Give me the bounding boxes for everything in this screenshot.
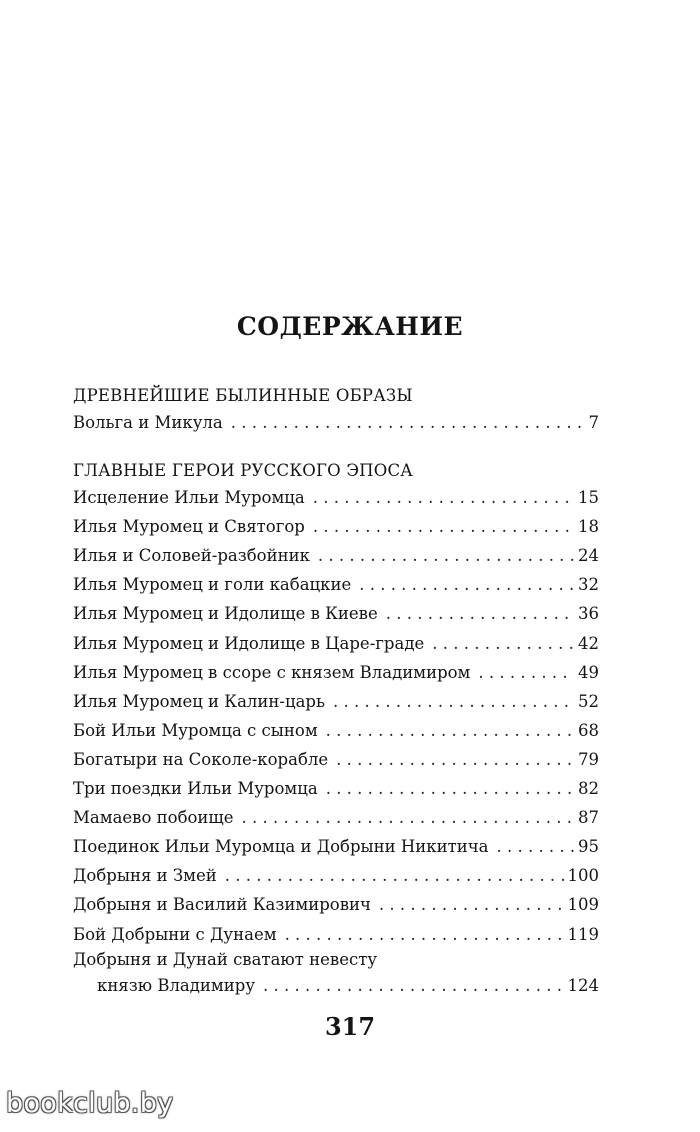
toc-entry-label: Богатыри на Соколе-корабле [73,749,329,769]
toc-entry-label: Илья Муромец и Святогор [73,517,305,537]
toc-entry-page: 95 [578,837,599,857]
toc-entry [73,832,599,861]
toc-entry-page: 79 [578,749,599,769]
section-heading: ДРЕВНЕЙШИЕ БЫЛИННЫЕ ОБРАЗЫ [73,386,413,405]
toc-entry-label: Илья и Соловей-разбойник [73,546,310,566]
toc-entry [73,920,599,949]
toc-entry-label: Илья Муромец в ссоре с князем Владимиром [73,662,471,682]
toc-entry-page: 82 [578,779,599,799]
toc-entry-label: Вольга и Микула [73,413,223,432]
dot-leader [386,599,574,628]
toc-entry-label: Илья Муромец и Идолище в Царе-граде [73,633,425,653]
dot-leader [285,920,564,949]
toc-entry-page: 109 [567,895,599,915]
toc-entry-label: Добрыня и Змей [73,866,217,886]
toc-entry-label: Бой Ильи Муромца с сыном [73,720,318,740]
toc-entry-page: 42 [578,633,599,653]
toc-entry-label: Бой Добрыни с Дунаем [73,924,277,944]
toc-entry [73,774,599,803]
toc-entry-label: Илья Муромец и Идолище в Киеве [73,604,378,624]
toc-entry-page: 100 [567,866,599,886]
toc-entry [73,541,599,570]
toc-entry-page: 124 [567,975,599,995]
toc-entry [73,629,599,658]
toc-entry [73,483,599,512]
toc-entry-line2 [73,971,599,1000]
dot-leader [478,658,574,687]
dot-leader [231,408,585,437]
dot-leader [359,570,574,599]
toc-entry-label: Илья Муромец и голи кабацкие [73,575,352,595]
dot-leader [336,745,574,774]
toc-entry-label: Три поездки Ильи Муромца [73,779,318,799]
toc-entry [73,599,599,628]
page-title: СОДЕРЖАНИЕ [236,312,464,341]
toc-entry-page: 15 [578,488,599,508]
toc-entry-label-line2: князю Владимиру [97,975,256,995]
dot-leader [263,971,563,1000]
toc-entry [73,687,599,716]
toc-entry-page: 18 [578,517,599,537]
toc-entry-page: 24 [578,546,599,566]
toc-entry-label: Поединок Ильи Муромца и Добрыни Никитича [73,837,489,857]
toc-entry [73,570,599,599]
toc-entry [73,716,599,745]
toc-entry [73,745,599,774]
toc-entry-label: Илья Муромец и Калин-царь [73,691,325,711]
watermark: bookclub.by [6,1088,174,1119]
dot-leader [242,803,574,832]
toc-entry-page: 68 [578,720,599,740]
toc-entry [73,890,599,919]
toc-entry-page: 36 [578,604,599,624]
dot-leader [432,629,574,658]
toc-entry-page: 87 [578,808,599,828]
toc-entry [73,803,599,832]
dot-leader [318,541,574,570]
toc-entry [73,861,599,890]
toc-entry-multiline [73,949,599,1000]
toc-entry-page: 119 [567,924,599,944]
toc-entry-page: 49 [578,662,599,682]
toc-entry [73,512,599,541]
dot-leader [326,716,574,745]
dot-leader [379,890,564,919]
toc-entry-page: 32 [578,575,599,595]
toc-entry-page: 52 [578,691,599,711]
dot-leader [225,861,564,890]
toc-entry-label-line1: Добрыня и Дунай сватают невесту [73,949,378,969]
dot-leader [333,687,574,716]
page-number: 317 [324,1012,376,1041]
dot-leader [326,774,574,803]
dot-leader [313,483,574,512]
toc-entry-page: 7 [588,413,599,432]
dot-leader [313,512,574,541]
dot-leader [496,832,574,861]
toc-entry [73,658,599,687]
toc-entry-label: Добрыня и Василий Казимирович [73,895,371,915]
section-heading: ГЛАВНЫЕ ГЕРОИ РУССКОГО ЭПОСА [73,461,413,481]
toc-entry-label: Исцеление Ильи Муромца [73,488,305,508]
toc-entry-label: Мамаево побоище [73,808,234,828]
table-of-contents [73,384,599,1000]
toc-entry [73,408,599,437]
